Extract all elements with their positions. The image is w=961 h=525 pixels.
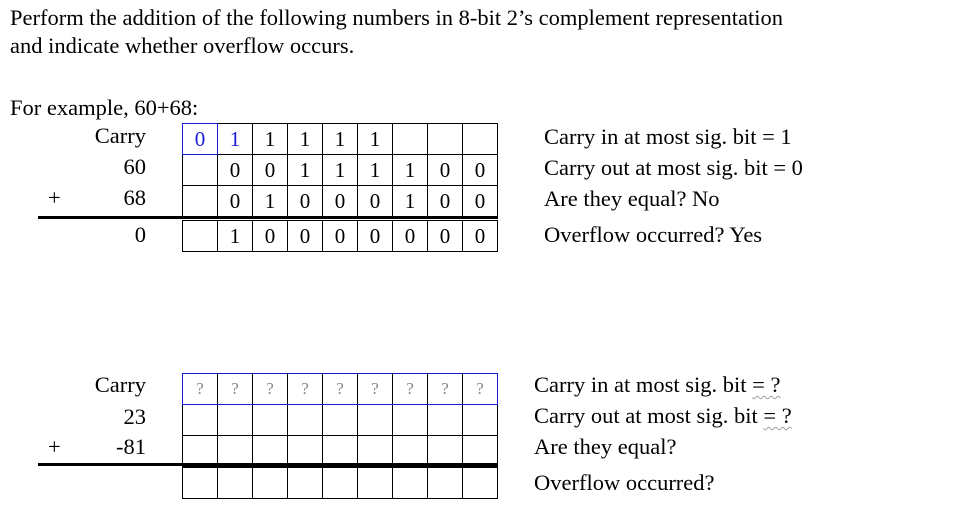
bit-cell: 0 — [218, 155, 253, 186]
bit-cell[interactable] — [183, 468, 218, 499]
exercise-result-grid — [182, 467, 498, 499]
bit-cell[interactable] — [218, 436, 253, 467]
example-operand1-row — [183, 155, 498, 186]
bit-cell[interactable] — [323, 405, 358, 436]
bit-cell[interactable] — [183, 405, 218, 436]
bit-cell — [463, 124, 498, 155]
bit-cell[interactable] — [428, 405, 463, 436]
bit-cell: 0 — [428, 221, 463, 252]
bit-cell[interactable] — [218, 468, 253, 499]
bit-cell[interactable]: ? — [393, 374, 428, 405]
exercise-carry-label: Carry — [94, 372, 146, 397]
bit-cell: 0 — [358, 186, 393, 217]
example-carry-row — [183, 124, 498, 155]
example-plus-sign: + — [48, 185, 61, 210]
example-operand2-label: 68 — [123, 185, 146, 210]
bit-cell[interactable]: ? — [218, 374, 253, 405]
bit-cell: 0 — [288, 186, 323, 217]
bit-cell: 0 — [358, 221, 393, 252]
bit-cell: 0 — [393, 221, 428, 252]
carry-in-value: = ? — [752, 372, 781, 397]
bit-cell[interactable]: ? — [428, 374, 463, 405]
bit-cell: 0 — [323, 221, 358, 252]
example-result-grid — [182, 220, 498, 252]
exercise-sum-rule — [38, 463, 498, 466]
exercise-bit-grid — [182, 373, 498, 467]
exercise-note-overflow: Overflow occurred? — [534, 470, 715, 495]
bit-cell[interactable] — [253, 405, 288, 436]
exercise-note-carry-in — [534, 372, 780, 398]
bit-cell[interactable] — [358, 468, 393, 499]
example-note-equal: Are they equal? No — [544, 186, 720, 211]
bit-cell: 1 — [323, 155, 358, 186]
example-operand1-label: 60 — [123, 154, 146, 179]
bit-cell: 0 — [463, 221, 498, 252]
bit-cell: 1 — [253, 186, 288, 217]
bit-cell[interactable] — [323, 436, 358, 467]
bit-cell: 0 — [183, 124, 218, 155]
bit-cell: 0 — [253, 221, 288, 252]
bit-cell[interactable] — [253, 436, 288, 467]
exercise-carry-row — [183, 374, 498, 405]
bit-cell[interactable] — [218, 405, 253, 436]
bit-cell — [183, 155, 218, 186]
bit-cell[interactable]: ? — [358, 374, 393, 405]
bit-cell[interactable] — [428, 468, 463, 499]
example-operand2-row — [183, 186, 498, 217]
bit-cell — [393, 124, 428, 155]
bit-cell: 0 — [218, 186, 253, 217]
example-note-carry-in: Carry in at most sig. bit = 1 — [544, 124, 792, 149]
bit-cell: 0 — [288, 221, 323, 252]
exercise-operand1-label: 23 — [123, 404, 146, 429]
bit-cell — [183, 186, 218, 217]
bit-cell[interactable] — [288, 468, 323, 499]
bit-cell[interactable] — [358, 436, 393, 467]
bit-cell[interactable] — [288, 405, 323, 436]
bit-cell: 0 — [463, 155, 498, 186]
bit-cell — [428, 124, 463, 155]
exercise-note-carry-out — [534, 403, 792, 429]
bit-cell: 0 — [463, 186, 498, 217]
instruction-line-2: and indicate whether overflow occurs. — [10, 33, 355, 58]
exercise-operand2-label: -81 — [116, 434, 146, 459]
example-carry-label: Carry — [94, 123, 146, 148]
bit-cell: 1 — [253, 124, 288, 155]
carry-out-value: = ? — [763, 403, 792, 428]
bit-cell: 1 — [218, 124, 253, 155]
bit-cell — [183, 221, 218, 252]
bit-cell: 0 — [323, 186, 358, 217]
bit-cell: 1 — [393, 186, 428, 217]
instruction-line-1: Perform the addition of the following numbers in 8-bit 2’s complement representation — [10, 5, 783, 30]
bit-cell[interactable] — [358, 405, 393, 436]
example-bit-grid — [182, 123, 498, 217]
bit-cell: 1 — [393, 155, 428, 186]
bit-cell[interactable]: ? — [183, 374, 218, 405]
carry-in-prefix: Carry in at most sig. bit — [534, 372, 753, 397]
bit-cell[interactable] — [428, 436, 463, 467]
bit-cell: 1 — [218, 221, 253, 252]
exercise-result-row — [183, 468, 498, 499]
bit-cell[interactable]: ? — [253, 374, 288, 405]
bit-cell: 1 — [288, 124, 323, 155]
example-sum-rule — [38, 216, 498, 219]
example-heading: For example, 60+68: — [10, 95, 199, 120]
exercise-operand2-row — [183, 436, 498, 467]
bit-cell: 1 — [288, 155, 323, 186]
bit-cell[interactable]: ? — [463, 374, 498, 405]
example-result-row — [183, 221, 498, 252]
bit-cell: 0 — [428, 155, 463, 186]
exercise-operand1-row — [183, 405, 498, 436]
bit-cell: 1 — [358, 155, 393, 186]
bit-cell[interactable] — [393, 405, 428, 436]
bit-cell[interactable]: ? — [323, 374, 358, 405]
example-result-label: 0 — [134, 222, 146, 247]
exercise-plus-sign: + — [48, 434, 61, 459]
bit-cell: 1 — [358, 124, 393, 155]
bit-cell[interactable] — [463, 405, 498, 436]
exercise-note-equal: Are they equal? — [534, 434, 677, 459]
carry-out-prefix: Carry out at most sig. bit — [534, 403, 764, 428]
example-note-overflow: Overflow occurred? Yes — [544, 222, 763, 247]
bit-cell: 0 — [253, 155, 288, 186]
bit-cell[interactable] — [323, 468, 358, 499]
bit-cell[interactable]: ? — [288, 374, 323, 405]
bit-cell: 1 — [323, 124, 358, 155]
bit-cell[interactable] — [393, 468, 428, 499]
bit-cell[interactable] — [288, 436, 323, 467]
bit-cell[interactable] — [253, 468, 288, 499]
bit-cell[interactable] — [463, 468, 498, 499]
example-note-carry-out: Carry out at most sig. bit = 0 — [544, 155, 803, 180]
bit-cell[interactable] — [393, 436, 428, 467]
bit-cell: 0 — [428, 186, 463, 217]
bit-cell[interactable] — [463, 436, 498, 467]
bit-cell[interactable] — [183, 436, 218, 467]
